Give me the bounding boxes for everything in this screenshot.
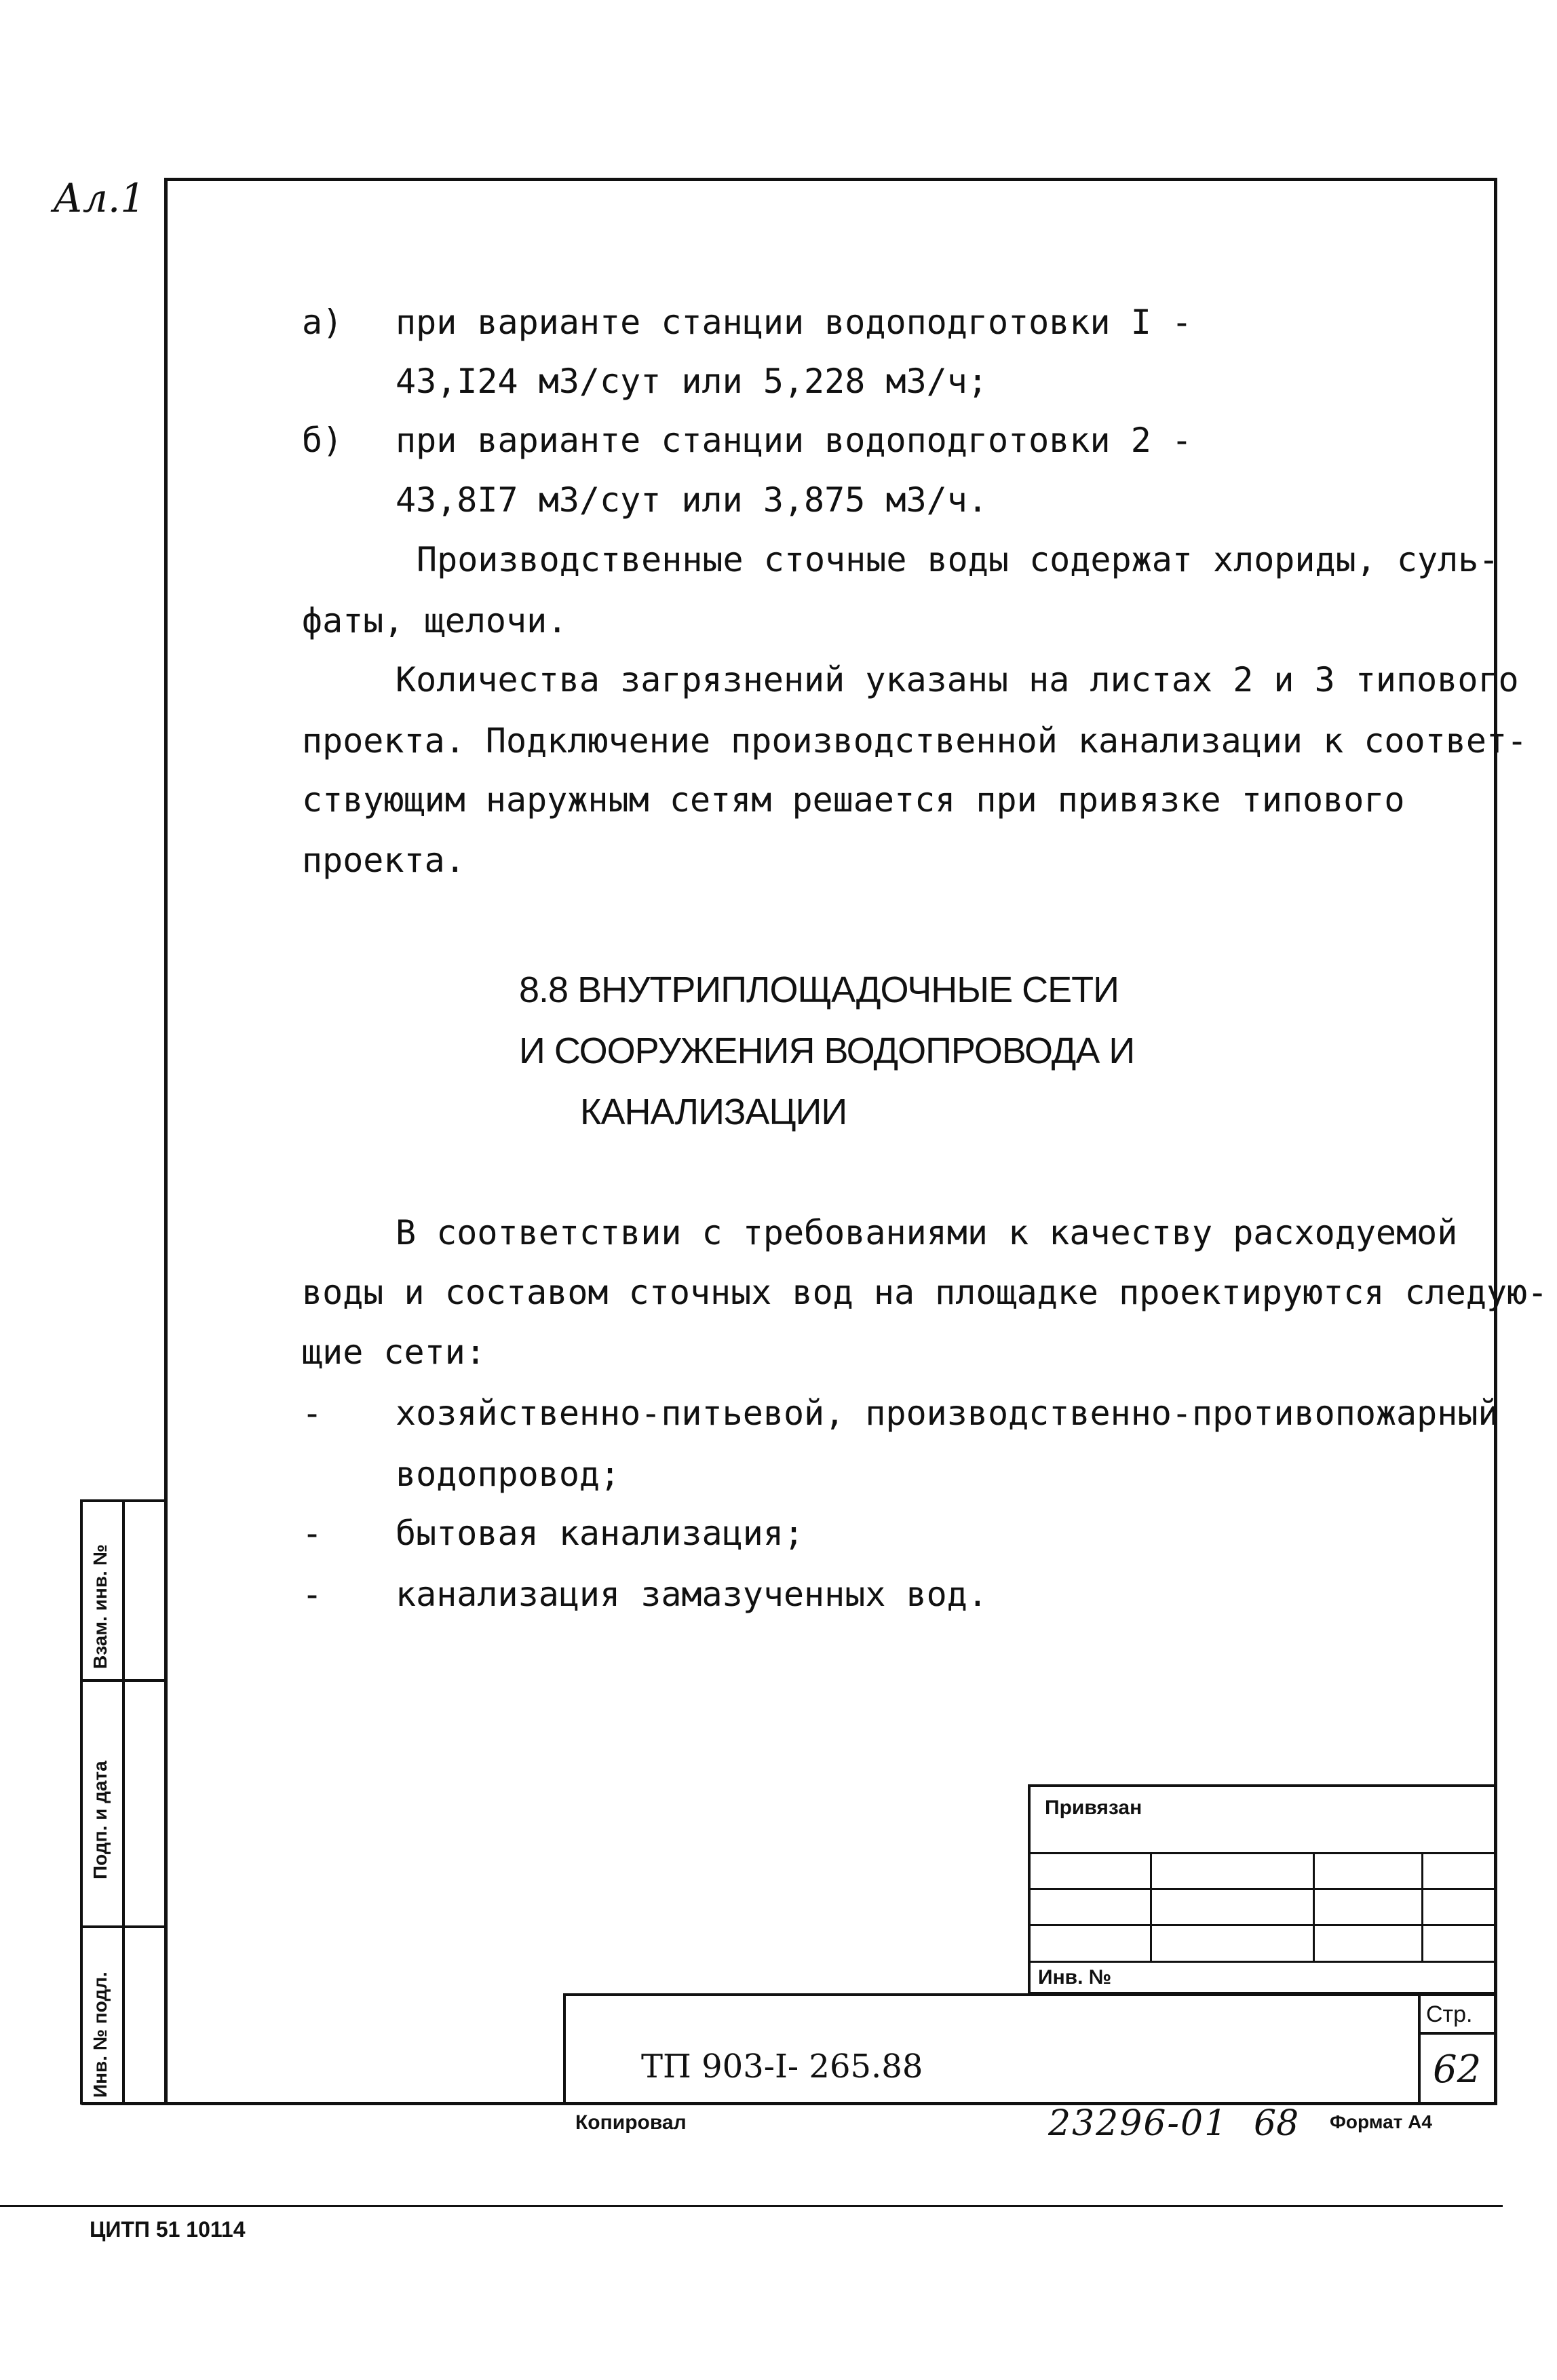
list-item-3: канализация замазученных вод. [396,1575,988,1614]
page-label: Стр. [1426,2001,1473,2027]
list-item-1-line1: хозяйственно-питьевой, производственно-противопожарный [396,1394,1499,1433]
side-stamp-zam: Взам. инв. № [90,1544,111,1669]
item-a-label: а) [302,303,343,342]
section-line2: воды и составом сточных вод на площадке проектируются следую- [302,1273,1548,1312]
privyazan-row-3 [1028,1924,1497,1926]
item-b-line2: 43,8I7 м3/сут или 3,875 м3/ч. [396,480,988,520]
printer-mark: ЦИТП 51 10114 [90,2217,246,2242]
section-line3: щие сети: [302,1332,486,1372]
side-stamp-row-1 [80,1679,167,1682]
section-line1: В соответствии с требованиями к качеству расходуемой [396,1213,1458,1252]
bottom-rule [0,2205,1503,2207]
stamp-top [563,1993,1497,1996]
side-stamp-divider [122,1499,125,2105]
privyazan-col-3 [1421,1852,1423,1961]
paragraph-2-line1: Количества загрязнений указаны на листах 2 и 3 типового [396,660,1519,699]
privyazan-row-2 [1028,1888,1497,1890]
item-a-line2: 43,I24 м3/сут или 5,228 м3/ч; [396,362,988,401]
section-heading-line2: И СООРУЖЕНИЯ ВОДОПРОВОДА И [519,1031,1135,1071]
list-dash-2: - [302,1514,323,1553]
list-dash-3: - [302,1575,323,1614]
paragraph-1-line2: фаты, щелочи. [302,601,568,640]
side-stamp-podp: Подп. и дата [90,1761,111,1879]
paragraph-2-line2: проекта. Подключение производственной канализации к соответ- [302,721,1528,761]
document-code: ТП 903-I- 265.88 [641,2048,923,2086]
privyazan-col-2 [1313,1852,1315,1961]
page-number: 62 [1433,2048,1482,2092]
kopiroval-label: Копировал [575,2111,687,2134]
item-b-line1: при варианте станции водоподготовки 2 - [396,421,1192,460]
format-label: Формат А4 [1330,2111,1432,2132]
privyazan-label: Привязан [1045,1797,1142,1819]
inv-no-label: Инв. № [1038,1966,1112,1989]
sheet-number: 68 [1254,2103,1299,2144]
privyazan-col-1 [1150,1852,1152,1961]
paragraph-2-line4: проекта. [302,841,465,880]
item-b-label: б) [302,421,343,460]
stamp-page-row [1418,2032,1497,2035]
order-number: 23296-01 [1048,2103,1229,2144]
list-item-1-line2: водопровод; [396,1455,621,1494]
list-dash-1: - [302,1394,323,1433]
privyazan-row-1 [1028,1852,1497,1854]
stamp-left [563,1993,566,2103]
side-stamp-row-2 [80,1925,167,1928]
item-a-line1: при варианте станции водоподготовки I - [396,303,1192,342]
paragraph-2-line3: ствующим наружным сетям решается при привязке типового [302,780,1405,820]
frame-top [164,178,1497,181]
stamp-page-divider [1418,1993,1421,2103]
corner-mark: Ал.1 [53,175,146,221]
side-stamp-inv: Инв. № подл. [90,1972,111,2098]
paragraph-1-line1: Производственные сточные воды содержат хлориды, суль- [417,540,1499,579]
privyazan-row-4 [1028,1961,1497,1963]
list-item-2: бытовая канализация; [396,1514,805,1553]
section-heading-line3: КАНАЛИЗАЦИИ [580,1092,847,1132]
section-heading-line1: 8.8 ВНУТРИПЛОЩАДОЧНЫЕ СЕТИ [519,970,1119,1010]
